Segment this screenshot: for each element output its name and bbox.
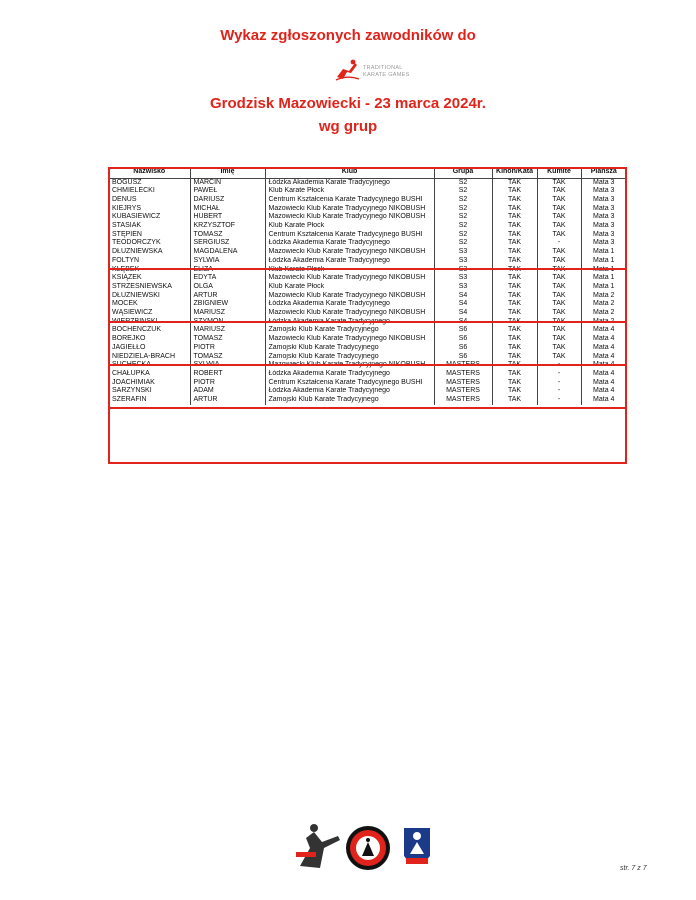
cell-grupa: S6 <box>434 335 492 344</box>
cell-kihon-kata: TAK <box>492 396 537 405</box>
cell-plansza: Mata 4 <box>593 326 615 334</box>
cell-imie: MARIUSZ <box>190 326 265 335</box>
cell-kihon-kata: TAK <box>492 274 537 283</box>
cell-imie: ARTUR <box>190 396 265 405</box>
cell-kihon-kata: TAK <box>492 387 537 396</box>
cell-kumite: TAK <box>537 222 581 231</box>
cell-plansza: Mata 4 <box>593 396 615 404</box>
cell-kihon-kata: TAK <box>492 239 537 248</box>
cell-grupa: S2 <box>434 178 492 187</box>
cell-nazwisko: CHMIELECKI <box>109 187 190 196</box>
cell-kumite: TAK <box>537 248 581 257</box>
cell-klub: Łódzka Akademia Karate Tradycyjnego <box>265 387 434 396</box>
cell-kumite: TAK <box>537 326 581 335</box>
cell-klub: Centrum Kształcenia Karate Tradycyjnego BUSHI <box>265 379 434 388</box>
cell-grupa: S2 <box>434 231 492 240</box>
cell-nazwisko: SZERAFIN <box>109 396 190 405</box>
cell-kihon-kata: TAK <box>492 370 537 379</box>
cell-grupa: S2 <box>434 239 492 248</box>
table-row <box>109 335 626 344</box>
cell-klub: Klub Karate Płock <box>265 187 434 196</box>
cell-klub: Klub Karate Płock <box>265 222 434 231</box>
table-row <box>109 387 626 396</box>
klub-karate-logo <box>404 828 430 864</box>
table-row <box>109 231 626 240</box>
karate-kick-logo <box>296 824 340 868</box>
cell-kumite: TAK <box>537 309 581 318</box>
cell-grupa: S2 <box>434 205 492 214</box>
cell-kihon-kata: TAK <box>492 213 537 222</box>
cell-plansza: Mata 4 <box>593 387 615 395</box>
cell-imie: ADAM <box>190 387 265 396</box>
cell-plansza: Mata 2 <box>593 291 615 299</box>
table-row <box>109 239 626 248</box>
cell-imie: PAWEŁ <box>190 187 265 196</box>
cell-grupa: S6 <box>434 353 492 362</box>
table-row <box>109 292 626 301</box>
table-row <box>109 274 626 283</box>
cell-klub: Centrum Kształcenia Karate Tradycyjnego BUSHI <box>265 231 434 240</box>
cell-grupa: S3 <box>434 283 492 292</box>
cell-grupa: S4 <box>434 300 492 309</box>
cell-klub: Łódzka Akademia Karate Tradycyjnego <box>265 370 434 379</box>
cell-kumite: - <box>537 396 581 405</box>
cell-grupa: S6 <box>434 326 492 335</box>
cell-nazwisko: DŁUŻNIEWSKI <box>109 292 190 301</box>
cell-nazwisko: JAGIEŁŁO <box>109 344 190 353</box>
cell-plansza: Mata 3 <box>593 204 615 212</box>
cell-klub: Centrum Kształcenia Karate Tradycyjnego BUSHI <box>265 196 434 205</box>
logo-text-line1: TRADITIONAL <box>363 65 403 71</box>
cell-klub: Mazowiecki Klub Karate Tradycyjnego NIKOBUSH <box>265 274 434 283</box>
cell-nazwisko: DENUS <box>109 196 190 205</box>
group-divider-s3 <box>108 268 627 270</box>
cell-kihon-kata: TAK <box>492 309 537 318</box>
table-row <box>109 326 626 335</box>
cell-kumite: - <box>537 370 581 379</box>
cell-klub: Łódzka Akademia Karate Tradycyjnego <box>265 178 434 187</box>
cell-plansza: Mata 4 <box>593 335 615 343</box>
cell-plansza: Mata 2 <box>593 300 615 308</box>
cell-nazwisko: FOLTYN <box>109 257 190 266</box>
table-row <box>109 370 626 379</box>
cell-imie: MICHAŁ <box>190 205 265 214</box>
col-header-nazwisko: Nazwisko <box>109 168 190 178</box>
group-divider-s4 <box>108 321 627 323</box>
cell-kumite: TAK <box>537 274 581 283</box>
cell-imie: SYLWIA <box>190 257 265 266</box>
cell-kumite: TAK <box>537 196 581 205</box>
cell-grupa: S4 <box>434 309 492 318</box>
cell-plansza: Mata 1 <box>593 256 615 264</box>
cell-klub: Zamojski Klub Karate Tradycyjnego <box>265 344 434 353</box>
cell-imie: HUBERT <box>190 213 265 222</box>
table-row <box>109 178 626 187</box>
group-divider-masters <box>108 407 627 409</box>
col-header-klub: Klub <box>265 168 434 178</box>
cell-grupa: MASTERS <box>434 387 492 396</box>
cell-kumite: TAK <box>537 213 581 222</box>
event-location-date: Grodzisk Mazowiecki - 23 marca 2024r. <box>210 95 486 112</box>
cell-plansza: Mata 3 <box>593 178 615 186</box>
cell-imie: PIOTR <box>190 344 265 353</box>
cell-grupa: S6 <box>434 344 492 353</box>
col-header-kihon-kata: Kihon/Kata <box>492 168 537 178</box>
cell-plansza: Mata 3 <box>593 187 615 195</box>
cell-kumite: - <box>537 379 581 388</box>
cell-kumite: - <box>537 239 581 248</box>
cell-kumite: TAK <box>537 353 581 362</box>
traditional-karate-games-logo <box>333 57 443 87</box>
table-row <box>109 344 626 353</box>
col-header-grupa: Grupa <box>434 168 492 178</box>
cell-kihon-kata: TAK <box>492 335 537 344</box>
table-row <box>109 353 626 362</box>
logo-text-line2: KARATE GAMES <box>363 72 410 78</box>
cell-kihon-kata: TAK <box>492 222 537 231</box>
table-row <box>109 222 626 231</box>
cell-grupa: MASTERS <box>434 379 492 388</box>
cell-klub: Łódzka Akademia Karate Tradycyjnego <box>265 300 434 309</box>
cell-kihon-kata: TAK <box>492 196 537 205</box>
cell-kihon-kata: TAK <box>492 283 537 292</box>
cell-nazwisko: CHAŁUPKA <box>109 370 190 379</box>
table-row <box>109 196 626 205</box>
cell-imie: ARTUR <box>190 292 265 301</box>
cell-nazwisko: KIEJRYS <box>109 205 190 214</box>
cell-imie: OLGA <box>190 283 265 292</box>
cell-kihon-kata: TAK <box>492 353 537 362</box>
cell-plansza: Mata 4 <box>593 343 615 351</box>
cell-kumite: TAK <box>537 292 581 301</box>
cell-nazwisko: BOGUSZ <box>109 178 190 187</box>
table-row <box>109 300 626 309</box>
cell-kihon-kata: TAK <box>492 300 537 309</box>
cell-kumite: TAK <box>537 231 581 240</box>
cell-klub: Zamojski Klub Karate Tradycyjnego <box>265 396 434 405</box>
cell-grupa: S2 <box>434 213 492 222</box>
cell-klub: Mazowiecki Klub Karate Tradycyjnego NIKOBUSH <box>265 213 434 222</box>
table-row <box>109 309 626 318</box>
cell-nazwisko: DŁUŻNIEWSKA <box>109 248 190 257</box>
cell-nazwisko: STRZEŚNIEWSKA <box>109 283 190 292</box>
cell-grupa: MASTERS <box>434 370 492 379</box>
cell-imie: TOMASZ <box>190 335 265 344</box>
cell-nazwisko: STASIAK <box>109 222 190 231</box>
footer-logos <box>292 818 442 878</box>
cell-imie: ROBERT <box>190 370 265 379</box>
cell-plansza: Mata 3 <box>593 213 615 221</box>
cell-klub: Zamojski Klub Karate Tradycyjnego <box>265 326 434 335</box>
page-number: str. 7 z 7 <box>620 865 647 872</box>
cell-kihon-kata: TAK <box>492 248 537 257</box>
cell-kumite: TAK <box>537 187 581 196</box>
cell-plansza: Mata 1 <box>593 248 615 256</box>
cell-klub: Łódzka Akademia Karate Tradycyjnego <box>265 257 434 266</box>
cell-grupa: S2 <box>434 196 492 205</box>
cell-plansza: Mata 3 <box>593 195 615 203</box>
karate-figure-icon <box>333 57 361 85</box>
document-title: Wykaz zgłoszonych zawodników do <box>220 27 476 44</box>
cell-kihon-kata: TAK <box>492 231 537 240</box>
cell-imie: MARCIN <box>190 178 265 187</box>
cell-kihon-kata: TAK <box>492 187 537 196</box>
cell-grupa: S4 <box>434 292 492 301</box>
table-row <box>109 248 626 257</box>
table-row <box>109 396 626 405</box>
cell-kumite: TAK <box>537 300 581 309</box>
group-divider-s6 <box>108 364 627 366</box>
cell-klub: Klub Karate Płock <box>265 283 434 292</box>
cell-imie: KRZYSZTOF <box>190 222 265 231</box>
cell-nazwisko: STĘPIEŃ <box>109 231 190 240</box>
cell-kumite: TAK <box>537 257 581 266</box>
cell-kumite: TAK <box>537 205 581 214</box>
cell-imie: TOMASZ <box>190 231 265 240</box>
cell-klub: Mazowiecki Klub Karate Tradycyjnego NIKOBUSH <box>265 292 434 301</box>
cell-imie: PIOTR <box>190 379 265 388</box>
cell-imie: ZBIGNIEW <box>190 300 265 309</box>
cell-nazwisko: NIEDZIELA-BRACH <box>109 353 190 362</box>
cell-nazwisko: KSIĄŻEK <box>109 274 190 283</box>
cell-kihon-kata: TAK <box>492 205 537 214</box>
cell-klub: Łódzka Akademia Karate Tradycyjnego <box>265 239 434 248</box>
cell-plansza: Mata 3 <box>593 230 615 238</box>
cell-nazwisko: JOACHIMIAK <box>109 379 190 388</box>
cell-kihon-kata: TAK <box>492 379 537 388</box>
cell-kihon-kata: TAK <box>492 178 537 187</box>
cell-grupa: S3 <box>434 248 492 257</box>
table-row <box>109 187 626 196</box>
cell-plansza: Mata 2 <box>593 309 615 317</box>
cell-kumite: TAK <box>537 335 581 344</box>
cell-imie: SERGIUSZ <box>190 239 265 248</box>
cell-imie: MAGDALENA <box>190 248 265 257</box>
table-row <box>109 213 626 222</box>
table-row <box>109 283 626 292</box>
cell-grupa: S3 <box>434 274 492 283</box>
col-header-kumite: Kumite <box>537 168 581 178</box>
cell-kihon-kata: TAK <box>492 292 537 301</box>
zkkt-seal-logo <box>346 826 390 870</box>
cell-imie: EDYTA <box>190 274 265 283</box>
cell-klub: Mazowiecki Klub Karate Tradycyjnego NIKOBUSH <box>265 205 434 214</box>
cell-klub: Zamojski Klub Karate Tradycyjnego <box>265 353 434 362</box>
document-subtitle: wg grup <box>318 118 378 135</box>
col-header-plansza: Plansza <box>581 168 626 178</box>
cell-plansza: Mata 3 <box>593 239 615 247</box>
cell-kihon-kata: TAK <box>492 257 537 266</box>
cell-klub: Mazowiecki Klub Karate Tradycyjnego NIKOBUSH <box>265 309 434 318</box>
cell-grupa: S2 <box>434 187 492 196</box>
cell-klub: Mazowiecki Klub Karate Tradycyjnego NIKOBUSH <box>265 248 434 257</box>
cell-imie: DARIUSZ <box>190 196 265 205</box>
cell-nazwisko: WĄSIEWICZ <box>109 309 190 318</box>
cell-plansza: Mata 4 <box>593 378 615 386</box>
cell-plansza: Mata 3 <box>593 222 615 230</box>
cell-plansza: Mata 1 <box>593 282 615 290</box>
cell-nazwisko: KUBASIEWICZ <box>109 213 190 222</box>
competitors-table <box>109 168 626 405</box>
cell-nazwisko: SARZYŃSKI <box>109 387 190 396</box>
table-row <box>109 205 626 214</box>
cell-nazwisko: TEODORCZYK <box>109 239 190 248</box>
cell-kumite: TAK <box>537 344 581 353</box>
cell-kihon-kata: TAK <box>492 344 537 353</box>
cell-nazwisko: BOCHEŃCZUK <box>109 326 190 335</box>
cell-grupa: S2 <box>434 222 492 231</box>
cell-kumite: TAK <box>537 178 581 187</box>
cell-klub: Mazowiecki Klub Karate Tradycyjnego NIKOBUSH <box>265 335 434 344</box>
col-header-imie: Imię <box>190 168 265 178</box>
cell-nazwisko: MOCEK <box>109 300 190 309</box>
cell-imie: MARIUSZ <box>190 309 265 318</box>
cell-nazwisko: BOREJKO <box>109 335 190 344</box>
table-header-row <box>109 168 626 178</box>
cell-plansza: Mata 4 <box>593 369 615 377</box>
table-row <box>109 379 626 388</box>
cell-kumite: TAK <box>537 283 581 292</box>
cell-imie: TOMASZ <box>190 353 265 362</box>
cell-plansza: Mata 4 <box>593 352 615 360</box>
cell-plansza: Mata 1 <box>593 274 615 282</box>
cell-grupa: S3 <box>434 257 492 266</box>
table-row <box>109 257 626 266</box>
cell-kihon-kata: TAK <box>492 326 537 335</box>
cell-kumite: - <box>537 387 581 396</box>
cell-grupa: MASTERS <box>434 396 492 405</box>
